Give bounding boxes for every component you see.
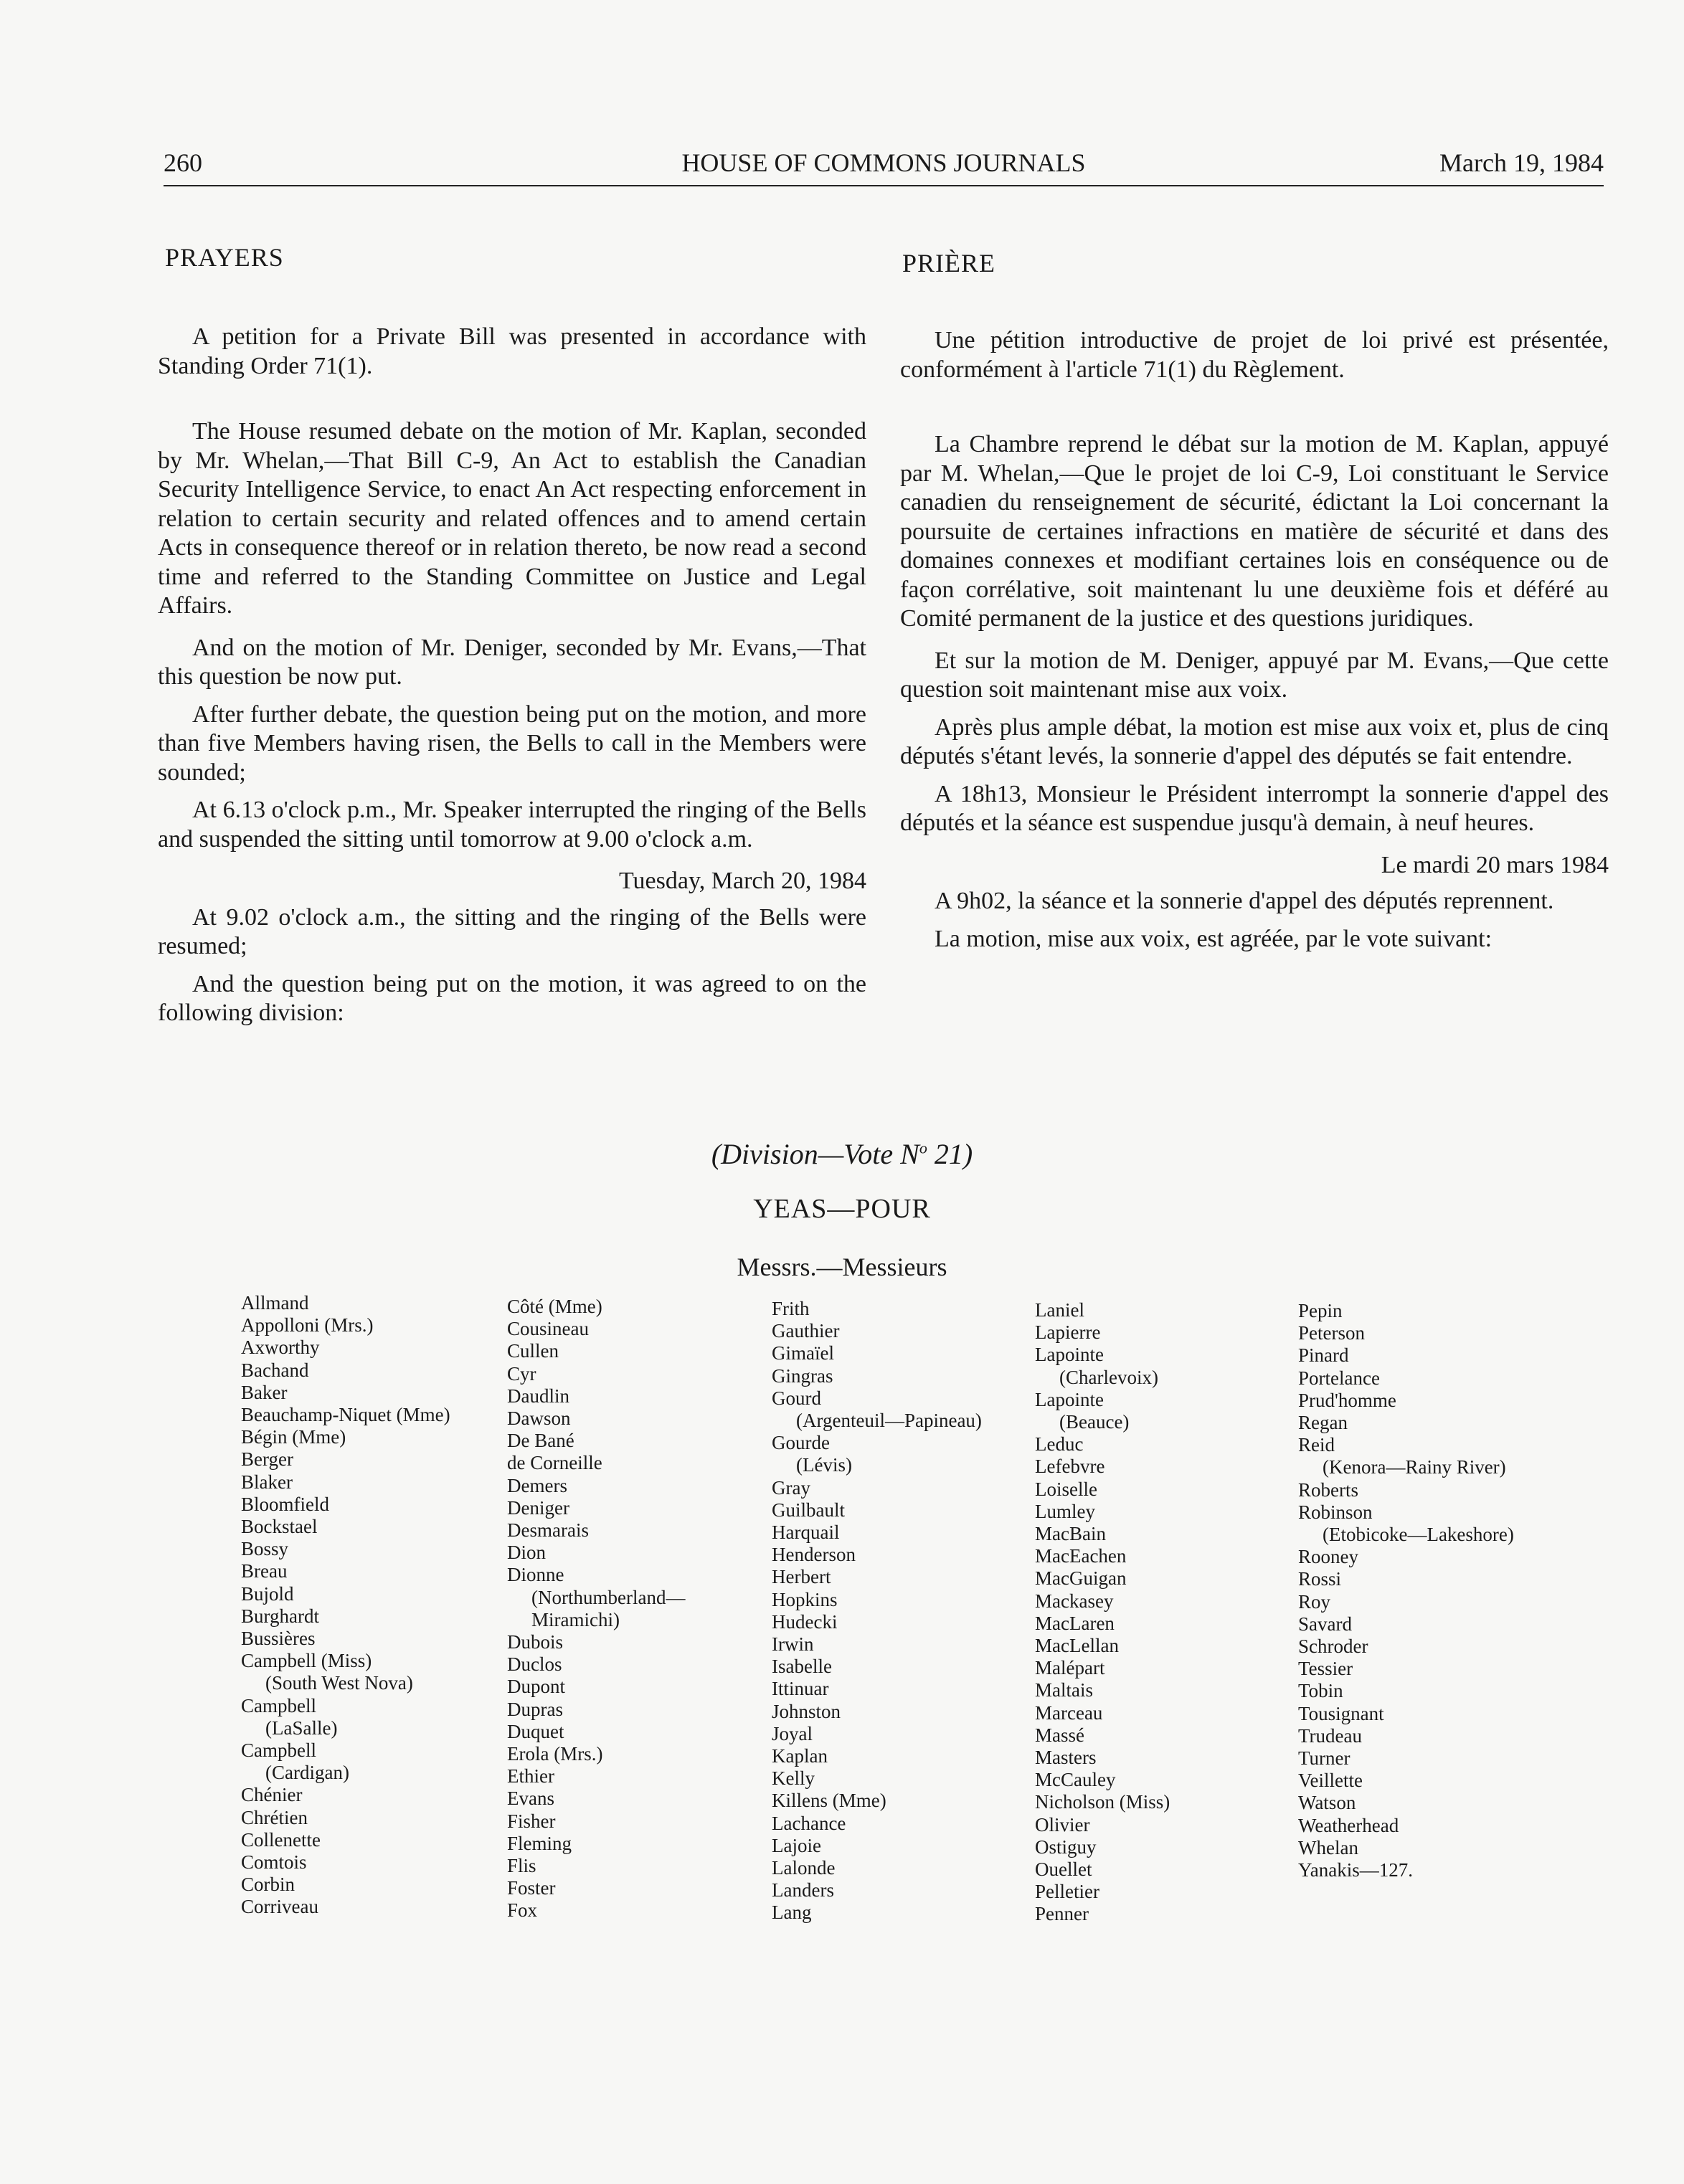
member-name: Lajoie bbox=[772, 1834, 821, 1856]
member-name: (Etobicoke—Lakeshore) bbox=[1323, 1524, 1514, 1546]
journal-title: HOUSE OF COMMONS JOURNALS bbox=[681, 148, 1086, 177]
member-name: Campbell (Miss) bbox=[241, 1650, 372, 1672]
member-name: Blaker bbox=[241, 1471, 293, 1493]
member-name: Gourd bbox=[772, 1387, 821, 1409]
member-name: Watson bbox=[1298, 1792, 1356, 1814]
member-name: Ouellet bbox=[1035, 1858, 1092, 1881]
member-name: Malépart bbox=[1035, 1657, 1105, 1679]
member-name: Côté (Mme) bbox=[507, 1296, 602, 1317]
member-name: Evans bbox=[507, 1787, 554, 1810]
member-name: Bujold bbox=[241, 1582, 294, 1605]
member-name: Flis bbox=[507, 1855, 536, 1877]
member-name: Herbert bbox=[772, 1566, 831, 1588]
member-name: Lapointe bbox=[1035, 1388, 1104, 1410]
member-name: Lalonde bbox=[772, 1857, 836, 1879]
member-name: Frith bbox=[772, 1298, 810, 1319]
member-name: Irwin bbox=[772, 1633, 814, 1656]
member-name: Trudeau bbox=[1298, 1724, 1363, 1747]
member-name: Chrétien bbox=[241, 1806, 308, 1828]
paragraph: At 9.02 o'clock a.m., the sitting and the ringing of the Bells were resumed; bbox=[158, 903, 866, 959]
member-name: Gray bbox=[772, 1476, 810, 1499]
running-header bbox=[164, 143, 1604, 186]
french-proceedings bbox=[900, 430, 1609, 954]
page-number: 260 bbox=[164, 148, 202, 177]
member-name: Miramichi) bbox=[531, 1608, 620, 1630]
member-name: Guilbault bbox=[772, 1499, 845, 1521]
member-name: Henderson bbox=[772, 1544, 856, 1566]
member-name: Bachand bbox=[241, 1359, 309, 1381]
division-title bbox=[0, 1137, 1684, 1171]
paragraph: After further debate, the question being put on the motion, and more than five Members having risen, the Bells to call in the Members were sounded; bbox=[158, 701, 866, 786]
member-name: MacBain bbox=[1035, 1523, 1106, 1545]
date-line: Le mardi 20 mars 1984 bbox=[1381, 851, 1609, 878]
date-line: Tuesday, March 20, 1984 bbox=[618, 868, 866, 894]
member-name: (Kenora—Rainy River) bbox=[1323, 1456, 1506, 1478]
member-name: (Beauce) bbox=[1059, 1411, 1130, 1433]
member-name: Campbell bbox=[241, 1739, 316, 1762]
member-name: Beauchamp-Niquet (Mme) bbox=[241, 1404, 450, 1426]
member-name: Ittinuar bbox=[772, 1678, 829, 1700]
member-name: Killens (Mme) bbox=[772, 1790, 886, 1812]
member-name: Kelly bbox=[772, 1767, 815, 1790]
member-name: Rooney bbox=[1298, 1546, 1358, 1568]
member-name: Whelan bbox=[1298, 1836, 1358, 1858]
member-name: Prud'homme bbox=[1298, 1389, 1396, 1411]
member-name: Weatherhead bbox=[1298, 1814, 1399, 1836]
member-name: Rossi bbox=[1298, 1568, 1342, 1590]
member-name: Deniger bbox=[507, 1496, 569, 1519]
division-title-sup: o bbox=[919, 1139, 927, 1157]
names-column-4 bbox=[1035, 1299, 1293, 1926]
member-name: Bégin (Mme) bbox=[241, 1426, 346, 1448]
paragraph: The House resumed debate on the motion of Mr. Kaplan, seconded by Mr. Whelan,—That Bill C-9, An Act to establish the Canadian Security Intelligence Service, to enact An Act respecting enforcement in relation to certain security and related offences and to amend certain Acts in consequence thereof or in relation thereto, be now read a second time and referred to the Standing Committee on Justice and Legal Affairs. bbox=[158, 418, 866, 619]
member-name: Regan bbox=[1298, 1412, 1348, 1434]
member-name: (Charlevoix) bbox=[1059, 1366, 1158, 1388]
english-petition bbox=[158, 323, 866, 381]
member-name: Pepin bbox=[1298, 1300, 1343, 1321]
member-name: Hudecki bbox=[772, 1610, 838, 1633]
member-name: Baker bbox=[241, 1381, 288, 1403]
member-name: De Bané bbox=[507, 1430, 574, 1452]
member-name: Gingras bbox=[772, 1364, 833, 1387]
member-name: Cyr bbox=[507, 1362, 536, 1385]
member-name: McCauley bbox=[1035, 1769, 1116, 1791]
member-name: Olivier bbox=[1035, 1813, 1090, 1836]
member-name: Appolloni (Mrs.) bbox=[241, 1314, 374, 1336]
member-name: MacLellan bbox=[1035, 1635, 1119, 1657]
member-name: Nicholson (Miss) bbox=[1035, 1791, 1170, 1813]
member-name: Cousineau bbox=[507, 1318, 589, 1340]
member-name: Marceau bbox=[1035, 1701, 1103, 1724]
member-name: Lapointe bbox=[1035, 1344, 1104, 1366]
member-name: Bockstael bbox=[241, 1516, 318, 1538]
division-title-prefix: (Division—Vote N bbox=[711, 1138, 919, 1170]
english-heading: PRAYERS bbox=[165, 243, 284, 272]
member-name: (LaSalle) bbox=[265, 1717, 338, 1739]
member-name: Harquail bbox=[772, 1521, 840, 1544]
yeas-heading: YEAS—POUR bbox=[753, 1194, 931, 1224]
member-name: Kaplan bbox=[772, 1745, 828, 1767]
member-name: Campbell bbox=[241, 1694, 316, 1717]
member-name: Lefebvre bbox=[1035, 1456, 1105, 1478]
member-name: Berger bbox=[241, 1448, 293, 1471]
member-name: Comtois bbox=[241, 1851, 307, 1874]
paragraph: And on the motion of Mr. Deniger, seconded by Mr. Evans,—That this question be now put. bbox=[158, 634, 866, 690]
member-name: (Cardigan) bbox=[265, 1762, 349, 1784]
messrs-heading: Messrs.—Messieurs bbox=[737, 1253, 947, 1281]
member-name: Collenette bbox=[241, 1828, 321, 1851]
member-name: Veillette bbox=[1298, 1770, 1363, 1792]
member-name: Gauthier bbox=[772, 1320, 840, 1342]
division-title-suffix: 21) bbox=[927, 1138, 973, 1170]
member-name: Fisher bbox=[507, 1810, 556, 1832]
member-name: Schroder bbox=[1298, 1635, 1368, 1658]
paragraph: La Chambre reprend le débat sur la motion de M. Kaplan, appuyé par M. Whelan,—Que le projet de loi C-9, Loi constituant le Service canadien du renseignement de sécurité, édictant la Loi concernant la poursuite de certaines infractions en matière de sécurité et dans des domaines connexes et modifiant certaines lois en conséquence ou de façon corrélative, soit maintenant lu une deuxième fois et déféré au Comité permanent de la justice et des questions juridiques. bbox=[900, 431, 1609, 632]
member-name: Allmand bbox=[241, 1292, 309, 1314]
member-name: MacLaren bbox=[1035, 1612, 1115, 1634]
member-name: (Lévis) bbox=[796, 1454, 852, 1476]
paragraph: A petition for a Private Bill was presented in accordance with Standing Order 71(1). bbox=[158, 323, 866, 379]
header-date: March 19, 1984 bbox=[1439, 148, 1604, 177]
member-name: Mackasey bbox=[1035, 1590, 1114, 1612]
paragraph: And the question being put on the motion, it was agreed to on the following division: bbox=[158, 970, 866, 1026]
member-name: Savard bbox=[1298, 1613, 1352, 1635]
member-name: Burghardt bbox=[241, 1605, 319, 1627]
member-name: de Corneille bbox=[507, 1452, 602, 1474]
member-name: Isabelle bbox=[772, 1656, 832, 1678]
member-name: Massé bbox=[1035, 1724, 1084, 1746]
names-column-1 bbox=[241, 1292, 499, 1919]
member-name: Pinard bbox=[1298, 1344, 1349, 1367]
member-name: Laniel bbox=[1035, 1299, 1084, 1321]
member-name: Hopkins bbox=[772, 1588, 838, 1610]
member-name: Axworthy bbox=[241, 1336, 320, 1359]
member-name: Yanakis—127. bbox=[1298, 1859, 1414, 1881]
member-name: Lapierre bbox=[1035, 1321, 1101, 1344]
member-name: Duclos bbox=[507, 1653, 562, 1676]
paragraph: Une pétition introductive de projet de loi privé est présentée, conformément à l'article 71(1) du Règlement. bbox=[900, 327, 1609, 383]
member-name: Landers bbox=[772, 1879, 834, 1901]
member-name: Leduc bbox=[1035, 1433, 1084, 1456]
member-name: Lachance bbox=[772, 1812, 846, 1834]
paragraph: La motion, mise aux voix, est agréée, par le vote suivant: bbox=[935, 925, 1493, 952]
member-name: Roy bbox=[1298, 1590, 1331, 1613]
member-name: Joyal bbox=[772, 1722, 813, 1744]
member-name: Cullen bbox=[507, 1340, 559, 1362]
member-name: Masters bbox=[1035, 1747, 1097, 1769]
member-name: Bussières bbox=[241, 1628, 316, 1650]
member-name: Dawson bbox=[507, 1407, 571, 1430]
paragraph: At 6.13 o'clock p.m., Mr. Speaker interrupted the ringing of the Bells and suspended the sitting until tomorrow at 9.00 o'clock a.m. bbox=[158, 797, 866, 853]
member-name: Bloomfield bbox=[241, 1493, 329, 1515]
member-name: Dupras bbox=[507, 1698, 563, 1720]
member-name: Tousignant bbox=[1298, 1702, 1384, 1724]
member-name: (South West Nova) bbox=[265, 1672, 413, 1694]
member-name: Desmarais bbox=[507, 1519, 589, 1542]
names-column-2 bbox=[507, 1296, 765, 1922]
member-name: Gourde bbox=[772, 1432, 830, 1454]
member-name: Lumley bbox=[1035, 1500, 1095, 1522]
member-name: Dion bbox=[507, 1542, 546, 1564]
french-petition bbox=[900, 326, 1609, 384]
member-name: Fleming bbox=[507, 1832, 572, 1854]
member-name: Chénier bbox=[241, 1784, 303, 1806]
english-proceedings bbox=[158, 417, 866, 1028]
french-heading: PRIÈRE bbox=[902, 249, 996, 277]
member-name: Penner bbox=[1035, 1903, 1089, 1925]
paragraph: Après plus ample débat, la motion est mise aux voix et, plus de cinq députés s'étant levés, la sonnerie d'appel des députés se fait entendre. bbox=[900, 713, 1609, 769]
member-name: Ostiguy bbox=[1035, 1836, 1097, 1858]
member-name: Daudlin bbox=[507, 1385, 569, 1407]
member-name: Foster bbox=[507, 1877, 556, 1899]
member-name: Dupont bbox=[507, 1676, 565, 1698]
member-name: Fox bbox=[507, 1899, 538, 1922]
member-name: Loiselle bbox=[1035, 1478, 1097, 1500]
member-name: Breau bbox=[241, 1560, 288, 1582]
names-column-5 bbox=[1298, 1300, 1556, 1881]
member-name: MacGuigan bbox=[1035, 1567, 1127, 1590]
member-name: Portelance bbox=[1298, 1367, 1380, 1389]
member-name: Dubois bbox=[507, 1631, 564, 1653]
member-name: Turner bbox=[1298, 1747, 1350, 1770]
names-column-3 bbox=[772, 1298, 1030, 1924]
member-name: MacEachen bbox=[1035, 1545, 1127, 1567]
paragraph: A 9h02, la séance et la sonnerie d'appel des députés reprennent. bbox=[935, 888, 1554, 914]
member-name: Bossy bbox=[241, 1538, 289, 1560]
member-name: Reid bbox=[1298, 1434, 1335, 1456]
member-name: Dionne bbox=[507, 1564, 564, 1586]
member-name: Corbin bbox=[241, 1874, 295, 1896]
member-name: Duquet bbox=[507, 1720, 564, 1742]
member-name: Maltais bbox=[1035, 1679, 1093, 1701]
member-name: Ethier bbox=[507, 1765, 554, 1787]
member-name: Roberts bbox=[1298, 1478, 1358, 1501]
member-name: Robinson bbox=[1298, 1501, 1373, 1523]
member-name: Peterson bbox=[1298, 1322, 1365, 1344]
member-name: Lang bbox=[772, 1901, 812, 1924]
member-name: Erola (Mrs.) bbox=[507, 1743, 603, 1765]
member-name: (Northumberland— bbox=[531, 1586, 686, 1608]
member-name: Demers bbox=[507, 1474, 567, 1496]
member-name: Tobin bbox=[1298, 1680, 1343, 1702]
paragraph: A 18h13, Monsieur le Président interrompt la sonnerie d'appel des députés et la séance est suspendue jusqu'à demain, à neuf heures. bbox=[900, 780, 1609, 836]
member-name: Tessier bbox=[1298, 1658, 1353, 1680]
member-name: Pelletier bbox=[1035, 1881, 1099, 1903]
member-name: (Argenteuil—Papineau) bbox=[796, 1410, 982, 1432]
member-name: Johnston bbox=[772, 1700, 841, 1722]
member-name: Gimaïel bbox=[772, 1342, 834, 1364]
paragraph: Et sur la motion de M. Deniger, appuyé par M. Evans,—Que cette question soit maintenant mise aux voix. bbox=[900, 647, 1609, 703]
member-name: Corriveau bbox=[241, 1896, 318, 1918]
